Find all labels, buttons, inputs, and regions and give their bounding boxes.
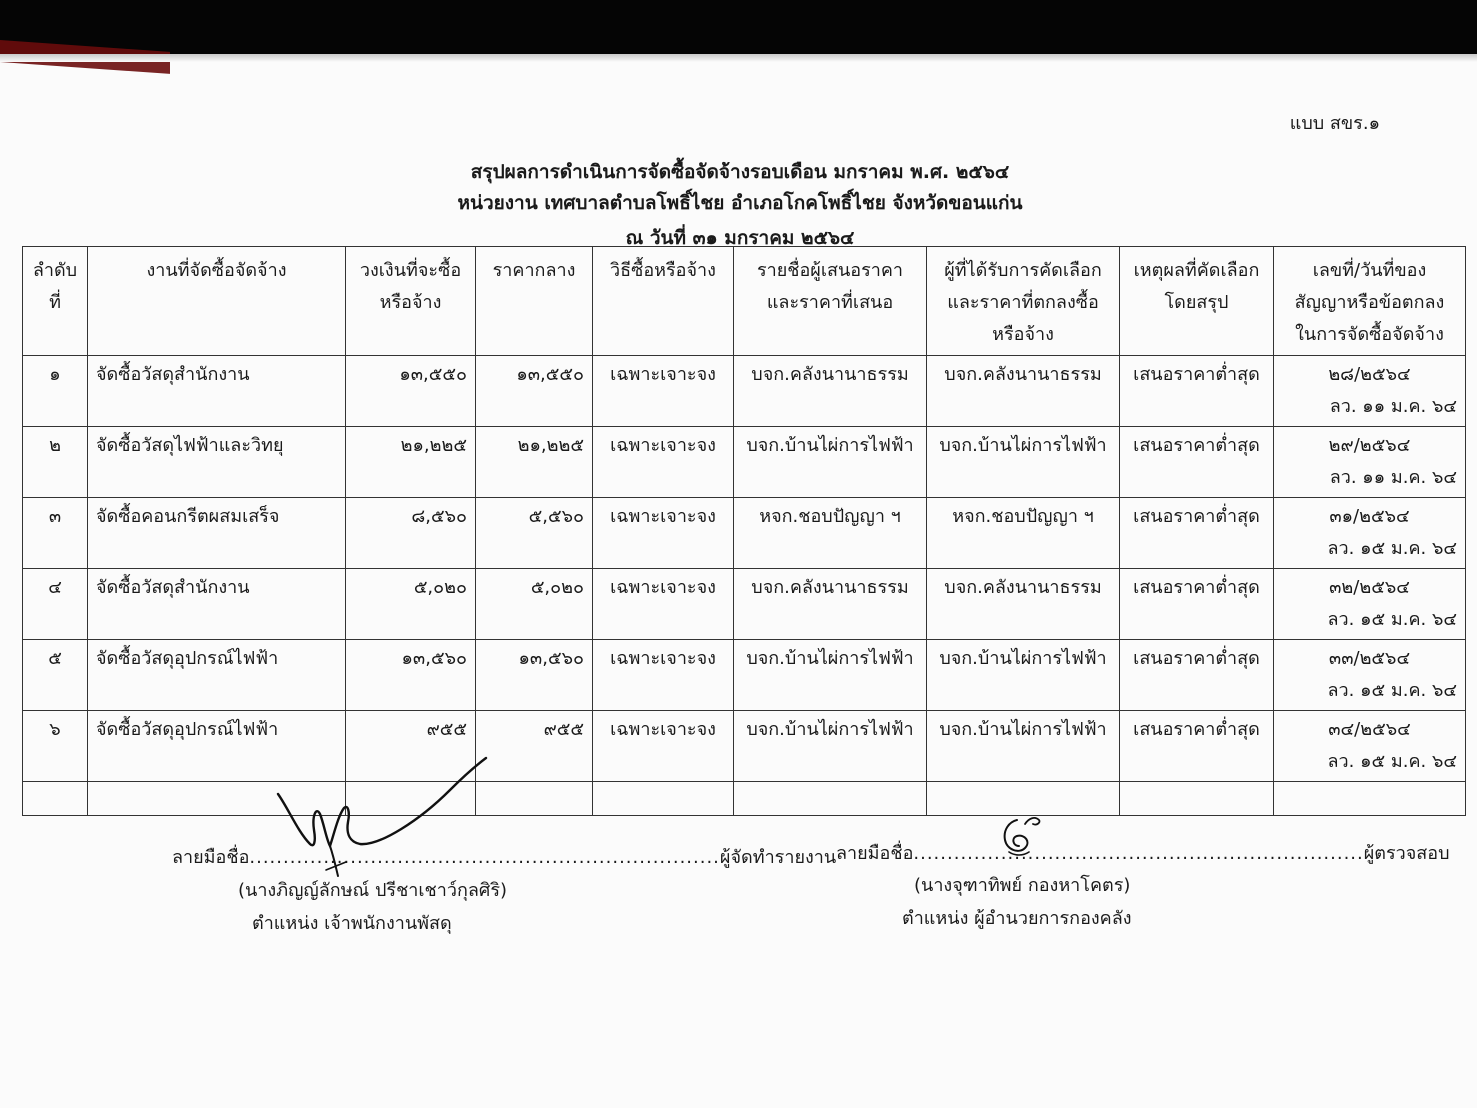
row-method: เฉพาะเจาะจง [593,427,734,498]
row-budget: ๕,๐๒๐ [346,569,476,640]
row-budget: ๑๓,๕๖๐ [346,640,476,711]
preparer-signature-image [270,750,500,880]
row-budget: ๙๕๕ [346,711,476,782]
preparer-position: ตำแหน่ง เจ้าพนักงานพัสดุ [252,913,452,934]
preparer-name: (นางภิญญ์ลักษณ์ ปรีชาเชาว์กุลศิริ) [238,880,508,901]
row-item: จัดซื้อวัสดุอุปกรณ์ไฟฟ้า [88,640,346,711]
row-median-price: ๕,๕๖๐ [476,498,593,569]
table-row [23,711,1466,782]
row-reason: เสนอราคาต่ำสุด [1120,356,1274,427]
row-bidders: บจก.บ้านไผ่การไฟฟ้า [734,711,927,782]
row-selected: บจก.บ้านไผ่การไฟฟ้า [927,640,1120,711]
row-budget: ๒๑,๒๒๕ [346,427,476,498]
table-row [23,640,1466,711]
photo-dark-edge [0,0,1477,54]
contract-no: ๓๔/๒๕๖๔ [1328,719,1411,740]
contract-no: ๒๘/๒๕๖๔ [1328,364,1411,385]
row-bidders: บจก.บ้านไผ่การไฟฟ้า [734,640,927,711]
row-median-price: ๙๕๕ [476,711,593,782]
inspector-position: ตำแหน่ง ผู้อำนวยการกองคลัง [902,908,1132,929]
row-selected: บจก.คลังนานาธรรม [927,569,1120,640]
row-contract [1274,356,1466,427]
inspector-name: (นางจุฑาทิพย์ กองหาโคตร) [914,875,1131,896]
row-contract [1274,640,1466,711]
report-date: ณ วันที่ ๓๑ มกราคม ๒๕๖๔ [625,227,855,249]
row-method: เฉพาะเจาะจง [593,498,734,569]
signature-role: ผู้จัดทำรายงาน [719,847,837,868]
row-item: จัดซื้อวัสดุอุปกรณ์ไฟฟ้า [88,711,346,782]
row-reason: เสนอราคาต่ำสุด [1120,569,1274,640]
signature-dots: ................................................................... [913,843,1364,864]
row-median-price: ๑๓,๕๖๐ [476,640,593,711]
col-header-median-price: ราคากลาง [476,247,593,356]
col-header-selected: ผู้ที่ได้รับการคัดเลือก และราคาที่ตกลงซื้อ หรือจ้าง [927,247,1120,356]
table-header-row [23,247,1466,356]
table-row [23,569,1466,640]
row-item: จัดซื้อวัสดุไฟฟ้าและวิทยุ [88,427,346,498]
row-item: จัดซื้อวัสดุสำนักงาน [88,569,346,640]
contract-no: ๓๑/๒๕๖๔ [1329,506,1410,527]
agency-line: หน่วยงาน เทศบาลตำบลโพธิ์ไชย อำเภอโกคโพธิ์ไชย จังหวัดขอนแก่น [457,192,1023,214]
row-no: ๔ [23,569,88,640]
row-bidders: หจก.ชอบปัญญา ฯ [734,498,927,569]
row-no: ๑ [23,356,88,427]
row-median-price: ๕,๐๒๐ [476,569,593,640]
row-bidders: บจก.บ้านไผ่การไฟฟ้า [734,427,927,498]
row-item: จัดซื้อคอนกรีตผสมเสร็จ [88,498,346,569]
row-contract [1274,427,1466,498]
contract-no: ๒๙/๒๕๖๔ [1328,435,1411,456]
row-method: เฉพาะเจาะจง [593,711,734,782]
row-median-price: ๑๓,๕๕๐ [476,356,593,427]
photo-edge-shadow [0,54,1477,62]
row-selected: หจก.ชอบปัญญา ฯ [927,498,1120,569]
row-no: ๖ [23,711,88,782]
row-item: จัดซื้อวัสดุสำนักงาน [88,356,346,427]
row-contract [1274,498,1466,569]
row-no: ๕ [23,640,88,711]
table-row-empty [23,782,1466,816]
row-method: เฉพาะเจาะจง [593,640,734,711]
inspector-signature-line [836,838,1450,867]
row-no: ๓ [23,498,88,569]
row-reason: เสนอราคาต่ำสุด [1120,711,1274,782]
contract-date: ลว. ๑๕ ม.ค. ๖๔ [1327,680,1457,701]
contract-date: ลว. ๑๕ ม.ค. ๖๔ [1327,609,1457,630]
row-budget: ๘,๕๖๐ [346,498,476,569]
col-header-item: งานที่จัดซื้อจัดจ้าง [88,247,346,356]
signature-label: ลายมือชื่อ [172,847,250,868]
signature-role: ผู้ตรวจสอบ [1363,843,1450,864]
contract-date: ลว. ๑๑ ม.ค. ๖๔ [1329,396,1457,417]
table-row [23,498,1466,569]
signature-dots: ...................................................................... [249,847,720,868]
row-reason: เสนอราคาต่ำสุด [1120,498,1274,569]
row-no: ๒ [23,427,88,498]
signature-label: ลายมือชื่อ [836,843,914,864]
form-code: แบบ สขร.๑ [1289,113,1380,134]
row-reason: เสนอราคาต่ำสุด [1120,640,1274,711]
row-reason: เสนอราคาต่ำสุด [1120,427,1274,498]
contract-date: ลว. ๑๕ ม.ค. ๖๔ [1327,538,1457,559]
report-title: สรุปผลการดำเนินการจัดซื้อจัดจ้างรอบเดือน มกราคม พ.ศ. ๒๕๖๔ [470,161,1010,183]
col-header-method: วิธีซื้อหรือจ้าง [593,247,734,356]
row-selected: บจก.บ้านไผ่การไฟฟ้า [927,427,1120,498]
row-median-price: ๒๑,๒๒๕ [476,427,593,498]
table-row [23,356,1466,427]
col-header-budget: วงเงินที่จะซื้อ หรือจ้าง [346,247,476,356]
row-budget: ๑๓,๕๕๐ [346,356,476,427]
col-header-bidders: รายชื่อผู้เสนอราคา และราคาที่เสนอ [734,247,927,356]
col-header-no: ลำดับ ที่ [23,247,88,356]
row-bidders: บจก.คลังนานาธรรม [734,356,927,427]
contract-no: ๓๓/๒๕๖๔ [1328,648,1411,669]
row-method: เฉพาะเจาะจง [593,569,734,640]
row-method: เฉพาะเจาะจง [593,356,734,427]
contract-no: ๓๒/๒๕๖๔ [1329,577,1410,598]
row-bidders: บจก.คลังนานาธรรม [734,569,927,640]
contract-date: ลว. ๑๕ ม.ค. ๖๔ [1327,751,1457,772]
col-header-reason: เหตุผลที่คัดเลือก โดยสรุป [1120,247,1274,356]
row-selected: บจก.คลังนานาธรรม [927,356,1120,427]
inspector-signature-image [995,810,1055,860]
row-contract [1274,569,1466,640]
col-header-contract: เลขที่/วันที่ของ สัญญาหรือข้อตกลง ในการจัดซื้อจัดจ้าง [1274,247,1466,356]
row-contract [1274,711,1466,782]
row-selected: บจก.บ้านไผ่การไฟฟ้า [927,711,1120,782]
table-row [23,427,1466,498]
procurement-table [22,246,1466,816]
contract-date: ลว. ๑๑ ม.ค. ๖๔ [1329,467,1457,488]
